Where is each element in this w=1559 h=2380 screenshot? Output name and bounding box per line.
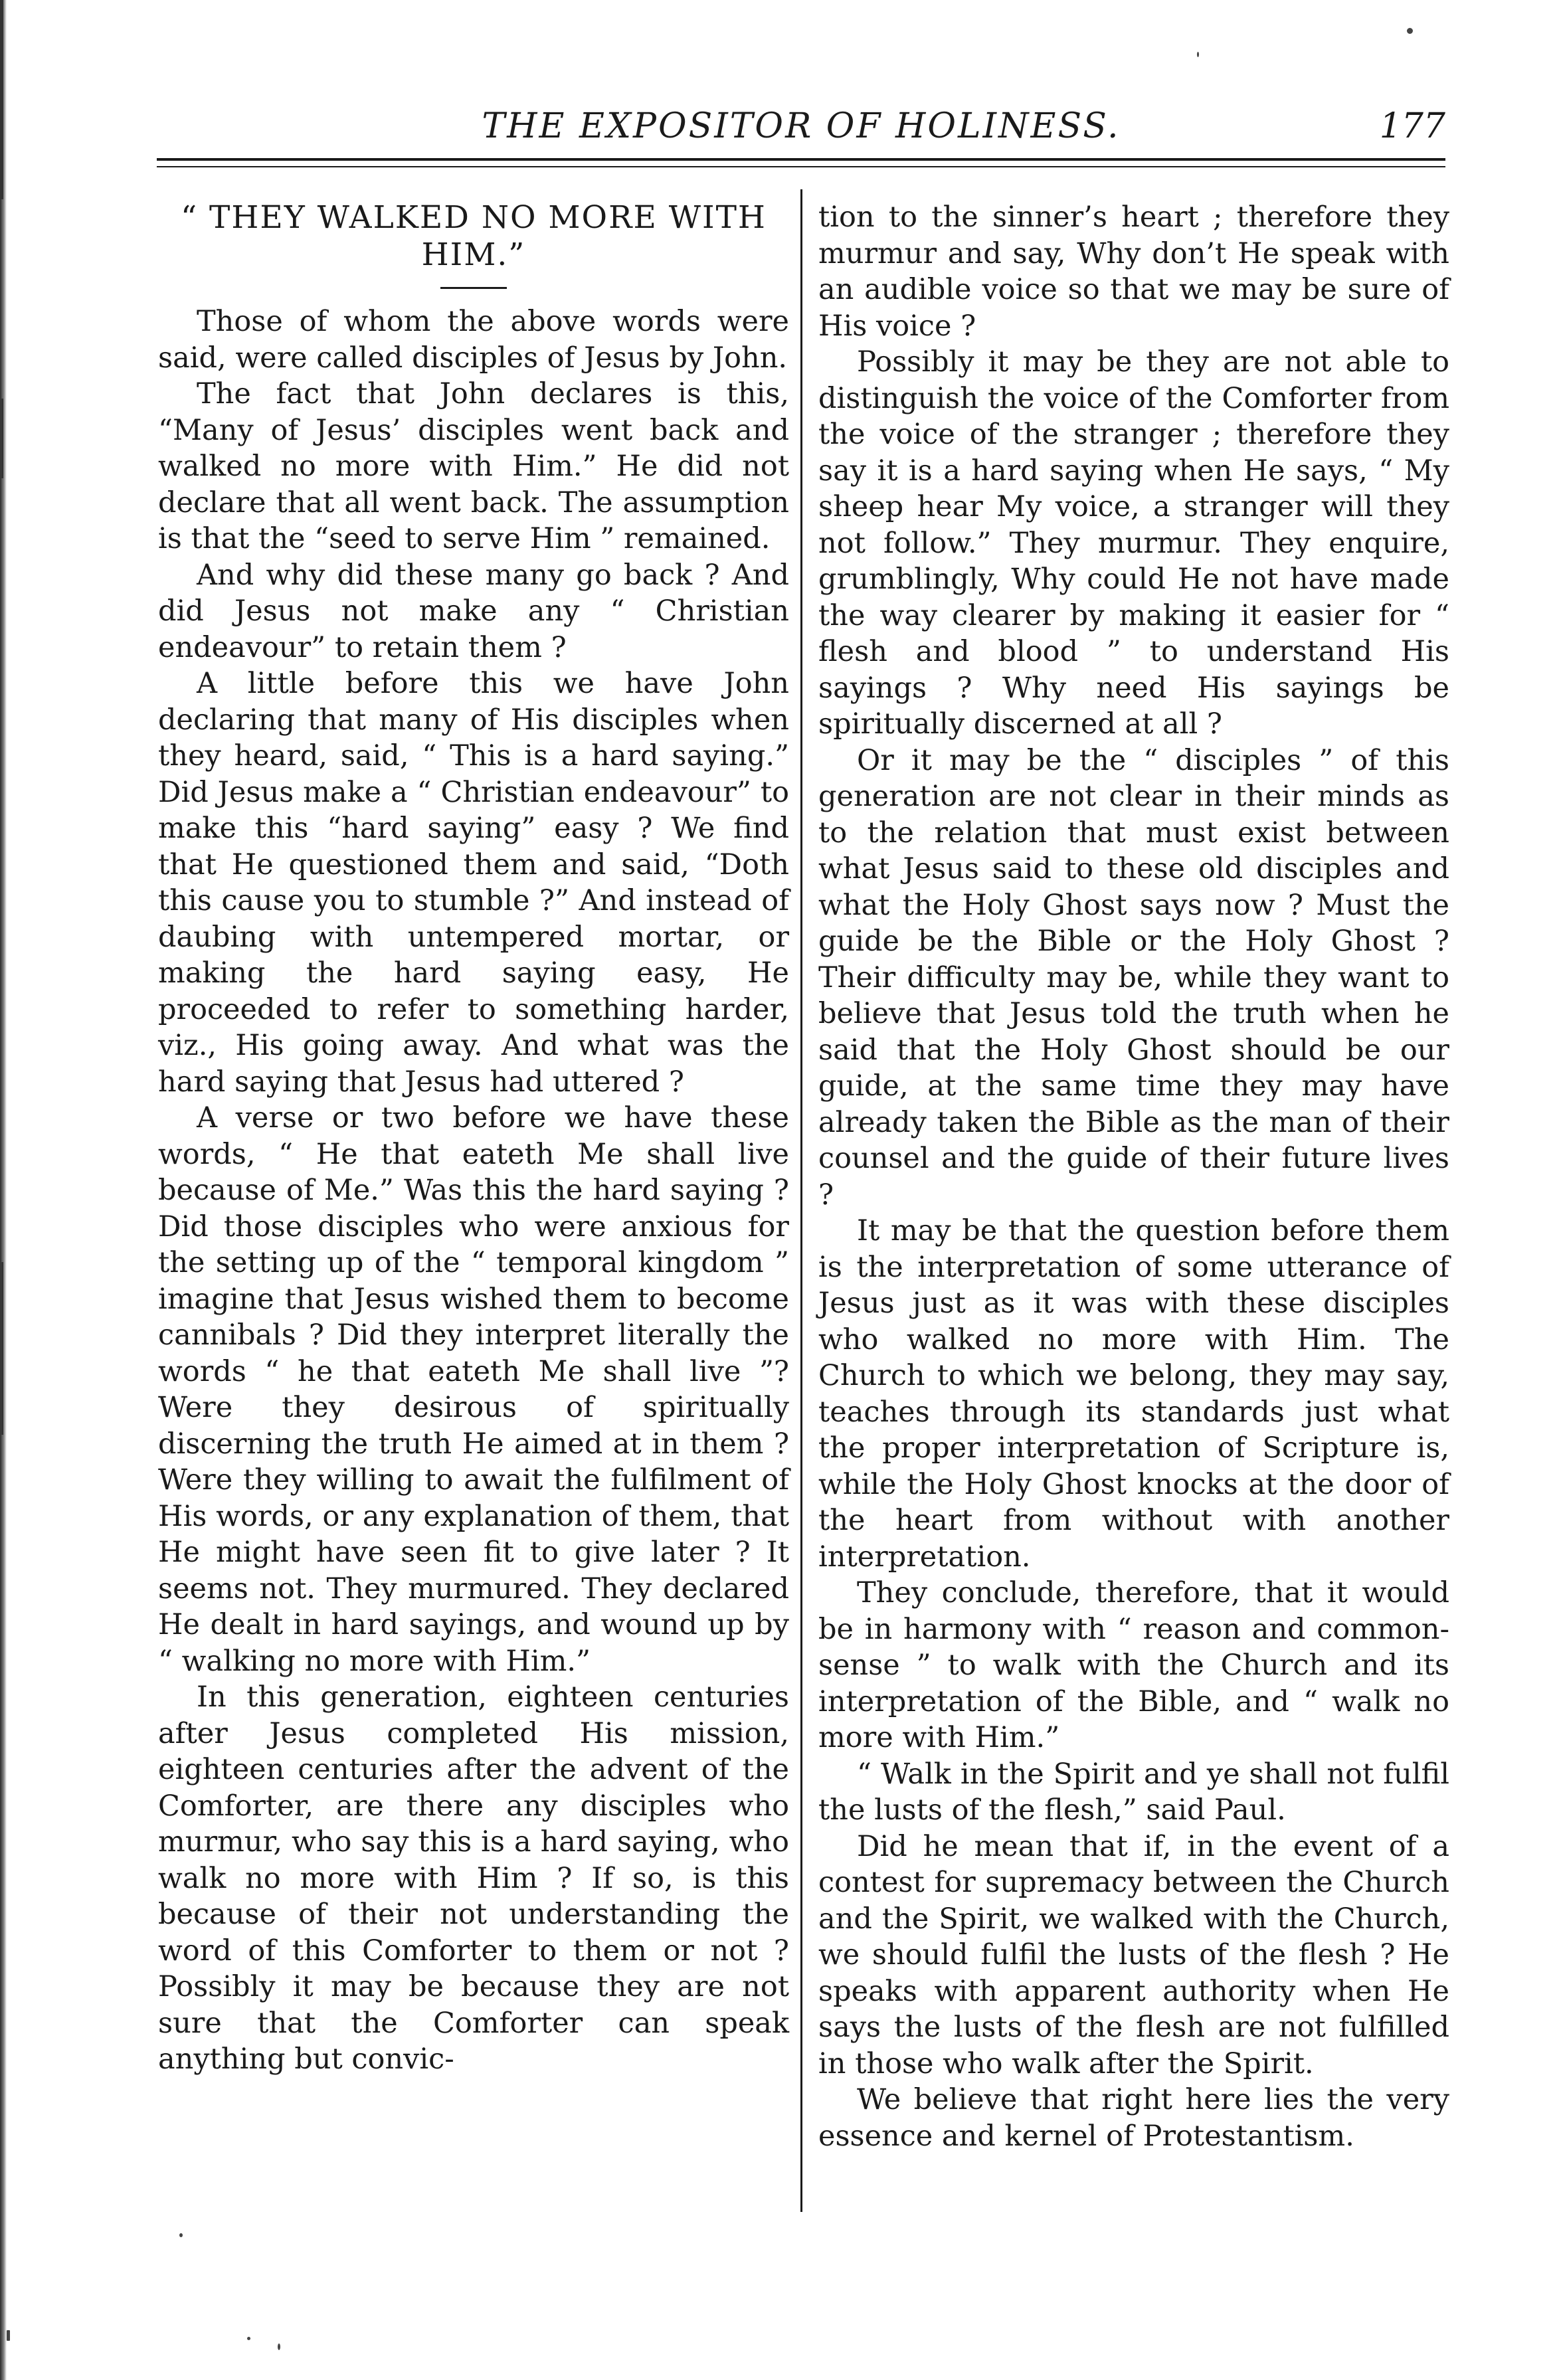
scan-speck — [278, 2343, 280, 2350]
scan-edge-mark — [0, 0, 3, 199]
scan-speck — [179, 2233, 183, 2237]
paragraph: The fact that John declares is this, “Many of Jesus’ disciples went back and walked no more with Him.” He did not declare that all went back. The assumption is that the “seed to serve Him ” remained. — [158, 377, 789, 555]
paragraph: A little before this we have John declaring that many of His disciples when they heard, said, “ This is a hard saying.” Did Jesus make a “ Christian endeavour” to make this “hard saying” easy ? We find that He questioned them and said, “Doth this cause you to stumble ?” And instead of daubing with untempered mortar, or making the hard saying easy, He proceeded to refer to something harder, viz., His going away. And what was the hard saying that Jesus had uttered ? — [158, 667, 789, 1099]
paragraph: They conclude, therefore, that it would be in harmony with “ reason and common-sense ” to walk with the Church and its interpretation of the Bible, and “ walk no more with Him.” — [818, 1576, 1449, 1754]
scan-binding-edge — [0, 0, 7, 2380]
scan-edge-mark — [1, 1262, 3, 1435]
scan-edge-mark — [1, 399, 3, 478]
scan-speck — [7, 2330, 10, 2341]
column-divider-rule — [800, 189, 802, 2212]
paragraph: “ Walk in the Spirit and ye shall not fulfil the lusts of the flesh,” said Paul. — [818, 1757, 1449, 1827]
paragraph-continued: tion to the sinner’s heart ; therefore they murmur and say, Why don’t He speak with an audible voice so that we may be sure of His voice ? — [818, 201, 1449, 343]
left-column — [158, 199, 789, 2078]
page-number: 177 — [1379, 106, 1445, 146]
paragraph: A verse or two before we have these words, “ He that eateth Me shall live because of Me.” Was this the hard saying ? Did those disciples who were anxious for the setting up of the “ temporal kingdom ” imagine that Jesus wished them to become cannibals ? Did they interpret literally the words “ he that eateth Me shall live ”? Were they desirous of spiritually discerning the truth He aimed at in them ? Were they willing to await the fulfilment of His words, or any explanation of them, that He might have seen fit to give later ? It seems not. They murmured. They declared He dealt in hard sayings, and wound up by “ walking no more with Him.” — [158, 1101, 789, 1678]
scan-speck — [1197, 52, 1199, 57]
scan-speck — [1407, 28, 1413, 34]
article-title: “ THEY WALKED NO MORE WITH HIM.” — [181, 199, 767, 273]
header-rule-thin — [157, 166, 1445, 167]
right-column — [818, 199, 1449, 2154]
scan-speck — [247, 2337, 250, 2340]
paragraph: Did he mean that if, in the event of a contest for supremacy between the Church and the Spirit, we walked with the Church, we should fulfil the lusts of the flesh ? He speaks with apparent authority when He says the lusts of the flesh are not fulfilled in those who walk after the Spirit. — [818, 1829, 1449, 2080]
paragraph: Or it may be the “ disciples ” of this generation are not clear in their minds as to the relation that must exist between what Jesus said to these old disciples and what the Holy Ghost says now ? Must the guide be the Bible or the Holy Ghost ? Their difficulty may be, while they want to believe that Jesus told the truth when he said that the Holy Ghost should be our guide, at the same time they may have already taken the Bible as the man of their counsel and the guide of their future lives ? — [818, 743, 1449, 1212]
header-rule-thick — [157, 158, 1445, 161]
paragraph: In this generation, eighteen centuries after Jesus completed His mission, eighteen centuries after the advent of the Comforter, are there any disciples who murmur, who say this is a hard saying, who walk no more with Him ? If so, is this because of their not understanding the word of this Comforter to them or not ? Possibly it may be because they are not sure that the Comforter can speak anything but convic- — [158, 1681, 789, 2076]
running-header — [157, 106, 1445, 146]
journal-title: THE EXPOSITOR OF HOLINESS. — [482, 106, 1121, 146]
paragraph: We believe that right here lies the very essence and kernel of Protestantism. — [818, 2083, 1449, 2153]
paragraph: And why did these many go back ? And did Jesus not make any “ Christian endeavour” to retain them ? — [158, 558, 789, 664]
title-separator-rule — [440, 287, 507, 289]
paragraph: Those of whom the above words were said, were called disciples of Jesus by John. — [158, 305, 789, 375]
paragraph: Possibly it may be they are not able to distinguish the voice of the Comforter from the voice of the stranger ; therefore they say it is a hard saying when He says, “ My sheep hear My voice, a stranger will they not follow.” They murmur. They enquire, grumblingly, Why could He not have made the way clearer by making it easier for “ flesh and blood ” to understand His sayings ? Why need His sayings be spiritually discerned at all ? — [818, 345, 1449, 741]
paragraph: It may be that the question before them is the interpretation of some utterance of Jesus just as it was with these disciples who walked no more with Him. The Church to which we belong, they may say, teaches through its standards just what the proper interpretation of Scripture is, while the Holy Ghost knocks at the door of the heart from without with another interpretation. — [818, 1214, 1449, 1574]
